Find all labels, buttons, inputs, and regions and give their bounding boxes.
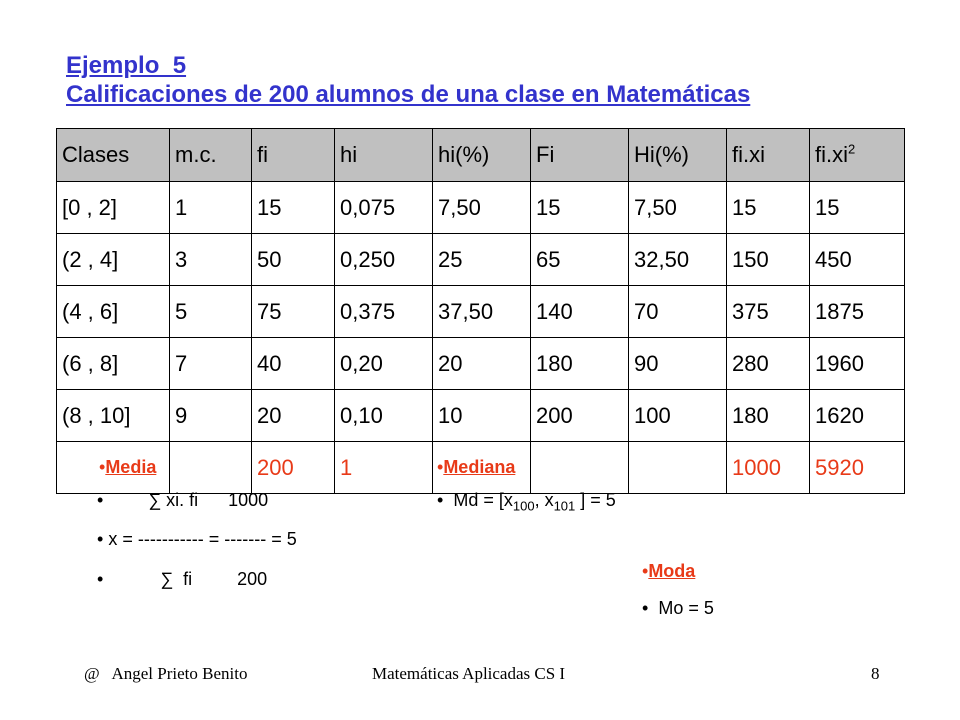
moda-value: • Mo = 5 <box>642 598 714 618</box>
table-cell: 1960 <box>810 338 905 390</box>
table-row <box>57 286 905 338</box>
footer-author: @ Angel Prieto Benito <box>84 664 248 683</box>
table-cell: 200 <box>531 390 629 442</box>
media-heading: •Media <box>99 457 157 477</box>
table-cell: 3 <box>170 234 252 286</box>
header-cell: m.c. <box>170 129 252 182</box>
table-cell: 37,50 <box>433 286 531 338</box>
table-cell: 65 <box>531 234 629 286</box>
media-formula-numerator: • ∑ xi. fi 1000 <box>97 490 269 510</box>
table-cell: 15 <box>810 182 905 234</box>
header-cell: Hi(%) <box>629 129 727 182</box>
table-cell: 90 <box>629 338 727 390</box>
table-cell: 15 <box>252 182 335 234</box>
table-cell: 7 <box>170 338 252 390</box>
table-row <box>57 338 905 390</box>
table-cell: 0,075 <box>335 182 433 234</box>
table-cell: 0,20 <box>335 338 433 390</box>
table-cell: 15 <box>727 182 810 234</box>
total-cell <box>531 442 629 494</box>
header-cell: hi(%) <box>433 129 531 182</box>
table-cell: 75 <box>252 286 335 338</box>
slide-title-line1: Ejemplo_5 <box>66 52 187 79</box>
table-cell: 100 <box>629 390 727 442</box>
total-cell: 1 <box>335 442 433 494</box>
table-cell: 20 <box>433 338 531 390</box>
table-cell: 1620 <box>810 390 905 442</box>
table-cell: 15 <box>531 182 629 234</box>
slide-title-line2: Calificaciones de 200 alumnos de una clase en Matemáticas <box>66 81 751 108</box>
header-cell: hi <box>335 129 433 182</box>
table-cell: (8 , 10] <box>57 390 170 442</box>
moda-heading: •Moda <box>642 561 696 581</box>
table-cell: 5 <box>170 286 252 338</box>
table-cell: [0 , 2] <box>57 182 170 234</box>
table-cell: 1875 <box>810 286 905 338</box>
total-cell <box>629 442 727 494</box>
frequency-table <box>56 128 905 494</box>
mediana-heading: •Mediana <box>437 457 516 477</box>
total-cell <box>170 442 252 494</box>
table-cell: (4 , 6] <box>57 286 170 338</box>
table-header-row <box>57 129 905 182</box>
table-cell: 1 <box>170 182 252 234</box>
table-cell: (6 , 8] <box>57 338 170 390</box>
table-cell: 0,375 <box>335 286 433 338</box>
table-cell: 25 <box>433 234 531 286</box>
table-cell: 10 <box>433 390 531 442</box>
total-cell: 5920 <box>810 442 905 494</box>
header-cell: fi.xi <box>727 129 810 182</box>
footer-course: Matemáticas Aplicadas CS I <box>372 664 566 683</box>
header-cell: fi <box>252 129 335 182</box>
table-cell: 0,10 <box>335 390 433 442</box>
media-formula-line: • x = ----------- = ------- = 5 <box>97 529 297 549</box>
table-row <box>57 390 905 442</box>
table-cell: 70 <box>629 286 727 338</box>
table-cell: 0,250 <box>335 234 433 286</box>
page-number: 8 <box>871 664 880 683</box>
table-cell: 40 <box>252 338 335 390</box>
table-cell: 180 <box>727 390 810 442</box>
table-cell: 375 <box>727 286 810 338</box>
table-cell: 32,50 <box>629 234 727 286</box>
table-cell: 450 <box>810 234 905 286</box>
table-cell: 180 <box>531 338 629 390</box>
total-cell: 200 <box>252 442 335 494</box>
table-cell: 7,50 <box>433 182 531 234</box>
table-cell: 9 <box>170 390 252 442</box>
header-cell: Fi <box>531 129 629 182</box>
table-cell: 7,50 <box>629 182 727 234</box>
table-cell: 150 <box>727 234 810 286</box>
table-cell: (2 , 4] <box>57 234 170 286</box>
table-cell: 280 <box>727 338 810 390</box>
table-cell: 50 <box>252 234 335 286</box>
media-formula-denominator: • ∑ fi 200 <box>97 569 268 589</box>
table-row <box>57 234 905 286</box>
table-row <box>57 182 905 234</box>
table-cell: 20 <box>252 390 335 442</box>
mediana-formula: • $Md = [x_{100}$, $x_{101}$ ] = 5 <box>437 490 616 514</box>
header-cell: Clases <box>57 129 170 182</box>
table-cell: 140 <box>531 286 629 338</box>
total-cell: 1000 <box>727 442 810 494</box>
header-superscript: 2 <box>848 141 856 157</box>
header-cell <box>810 129 905 182</box>
header-text: fi.xi <box>815 142 848 167</box>
